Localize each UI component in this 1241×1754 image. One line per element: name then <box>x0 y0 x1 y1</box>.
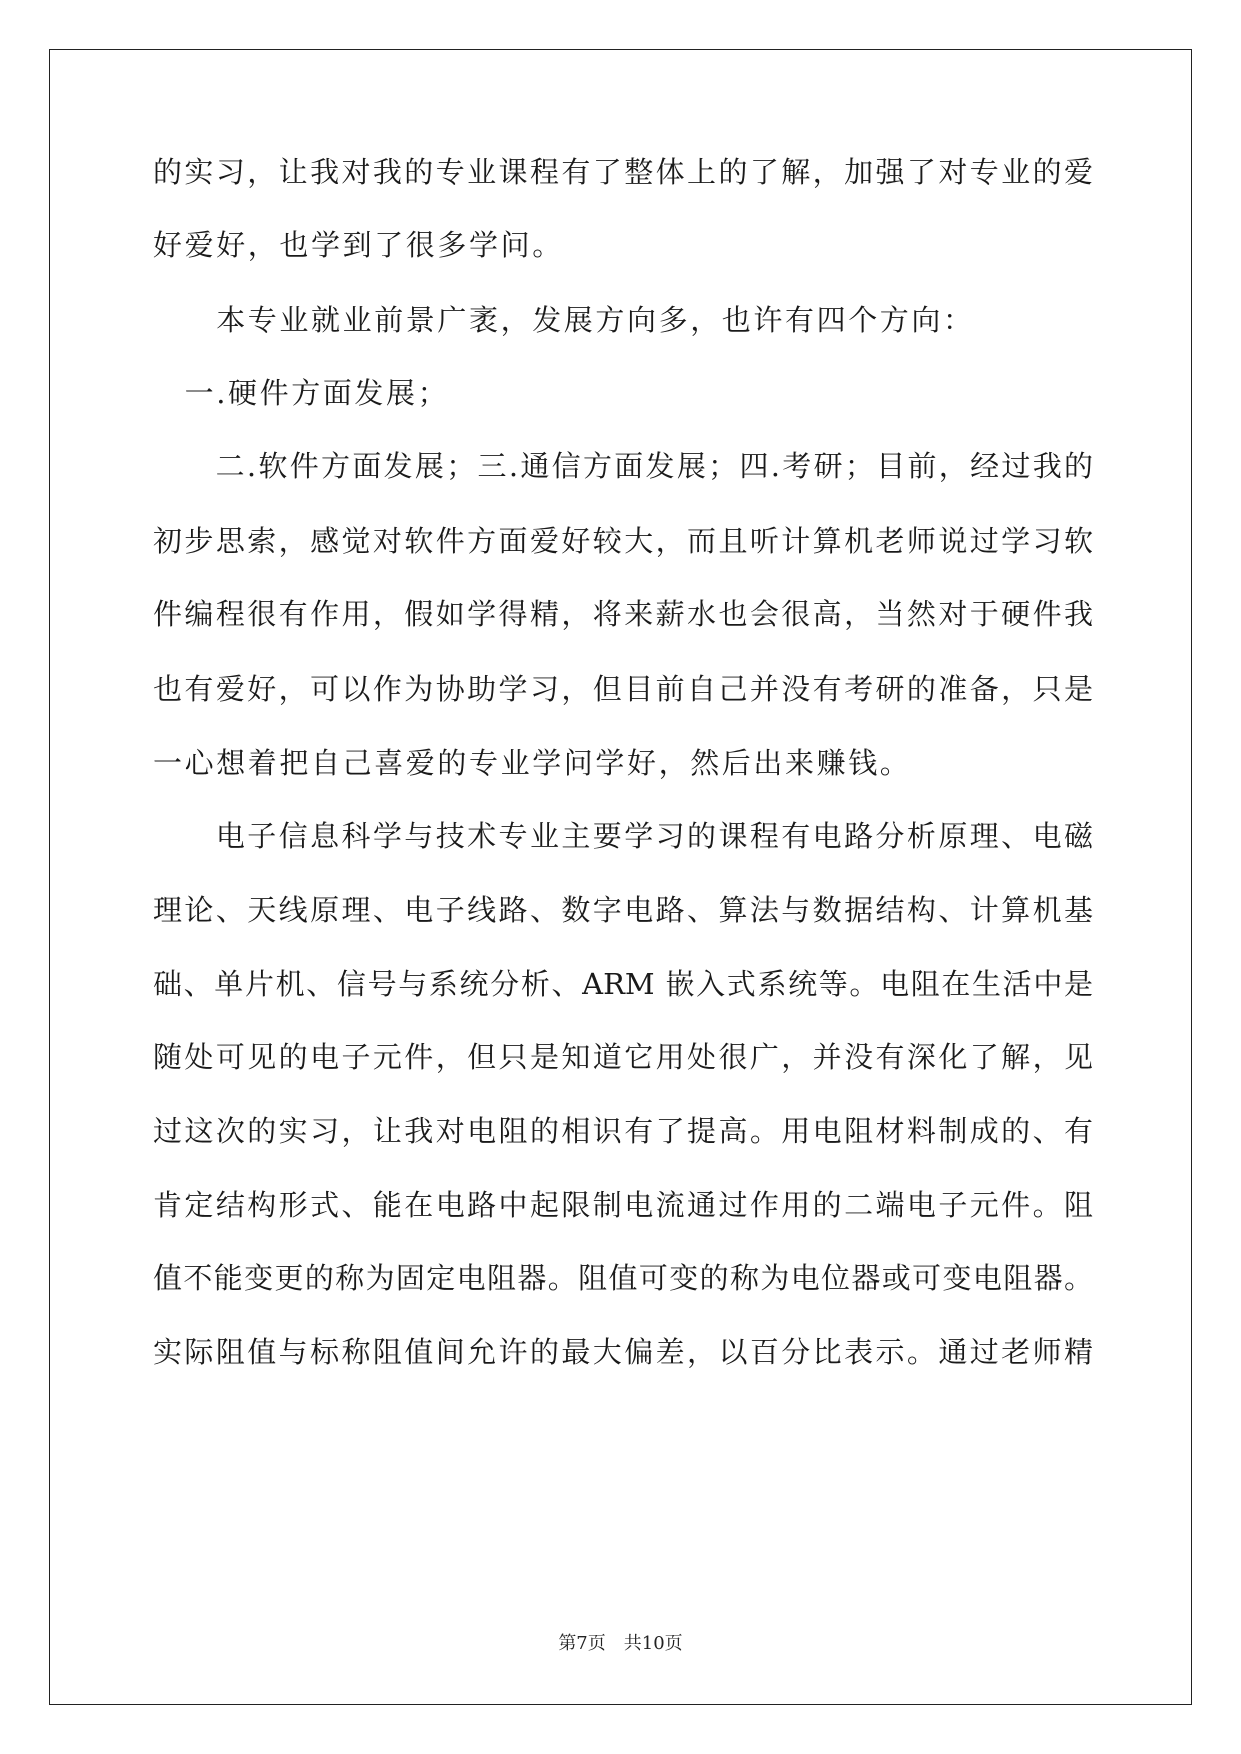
text-line-9: 一心想着把自己喜爱的专业学问学好，然后出来赚钱。 <box>153 746 912 780</box>
text-line-6: 初步思索，感觉对软件方面爱好较大，而且听计算机老师说过学习软 <box>153 524 1093 558</box>
text-line-17: 实际阻值与标称阻值间允许的最大偏差，以百分比表示。通过老师精 <box>153 1335 1093 1369</box>
page-footer: 第7页 共10页 <box>558 1633 683 1654</box>
page-border <box>49 49 1192 1705</box>
text-line-7: 件编程很有作用，假如学得精，将来薪水也会很高，当然对于硬件我 <box>153 597 1093 631</box>
text-line-3: 本专业就业前景广袤，发展方向多，也许有四个方向： <box>153 303 975 337</box>
text-line-12: 础、单片机、信号与系统分析、ARM 嵌入式系统等。电阻在生活中是 <box>153 967 1093 1001</box>
text-line-8: 也有爱好，可以作为协助学习，但目前自己并没有考研的准备，只是 <box>153 672 1093 706</box>
text-line-2: 好爱好，也学到了很多学问。 <box>153 228 564 262</box>
text-line-1: 的实习，让我对我的专业课程有了整体上的了解，加强了对专业的爱 <box>153 155 1093 189</box>
text-line-11: 理论、天线原理、电子线路、数字电路、算法与数据结构、计算机基 <box>153 893 1093 927</box>
text-line-4: 一.硬件方面发展； <box>153 376 450 410</box>
text-line-14: 过这次的实习，让我对电阻的相识有了提高。用电阻材料制成的、有 <box>153 1114 1093 1148</box>
text-line-13: 随处可见的电子元件，但只是知道它用处很广，并没有深化了解，见 <box>153 1040 1093 1074</box>
text-line-16: 值不能变更的称为固定电阻器。阻值可变的称为电位器或可变电阻器。 <box>153 1261 1093 1295</box>
text-line-10: 电子信息科学与技术专业主要学习的课程有电路分析原理、电磁 <box>153 819 1093 853</box>
text-line-5: 二.软件方面发展；三.通信方面发展；四.考研；目前，经过我的 <box>153 449 1093 483</box>
text-line-15: 肯定结构形式、能在电路中起限制电流通过作用的二端电子元件。阻 <box>153 1188 1093 1222</box>
